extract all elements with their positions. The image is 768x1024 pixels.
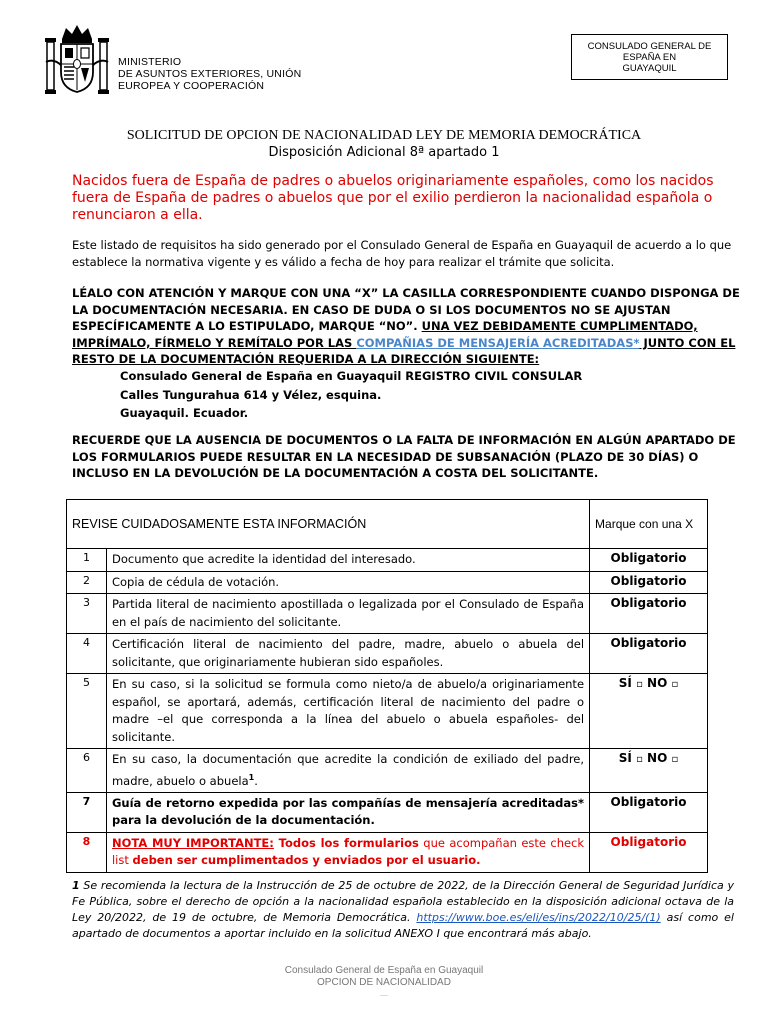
table-row [67, 674, 708, 749]
row-mark-si-no [590, 749, 708, 793]
si-checkbox[interactable]: ▫ [636, 754, 643, 765]
intro-red-text: Nacidos fuera de España de padres o abuelos originariamente españoles, como los nacidos fuera de España de padres o abuelos que por el exilio perdieron la nacionalidad española o renunciaron a ella. [72, 173, 714, 223]
instructions-paragraph [72, 285, 752, 368]
instructions-underlined: JUNTO CON EL RESTO DE LA DOCUMENTACIÓN REQUERIDA A LA DIRECCIÓN SIGUIENTE: [72, 335, 736, 366]
row-mark[interactable]: Obligatorio [590, 832, 708, 872]
footnote-ref: 1 [248, 772, 255, 782]
spain-coat-of-arms-icon [44, 22, 110, 98]
important-note-label: NOTA MUY IMPORTANTE: [111, 835, 274, 850]
row-description [106, 832, 589, 872]
table-row [67, 634, 708, 674]
row-description: Partida literal de nacimiento apostillada o legalizada por el Consulado de España en el país de nacimiento del solicitante. [106, 594, 589, 634]
row-description-text: En su caso, la documentación que acredite la condición de exiliado del padre, madre, abuelo o abuela [111, 752, 585, 788]
table-header-main: REVISE CUIDADOSAMENTE ESTA INFORMACIÓN [67, 500, 590, 549]
table-header-row [67, 500, 708, 549]
instructions-underlined: UNA VEZ DEBIDAMENTE CUMPLIMENTADO, IMPRÍMALO, FÍRMELO Y REMÍTALO POR LAS [72, 319, 698, 350]
consulado-line: GUAYAQUIL [622, 62, 677, 74]
row-mark[interactable]: Obligatorio [590, 571, 708, 594]
address-line: Calles Tungurahua 614 y Vélez, esquina. [120, 387, 382, 402]
table-row [67, 749, 708, 793]
important-note-bold: Todos los formularios [273, 835, 419, 850]
footer-dots: .... [380, 991, 388, 998]
table-row [67, 571, 708, 594]
row-number: 7 [67, 792, 107, 832]
table-row [67, 594, 708, 634]
document-title [0, 127, 768, 161]
row-description: Certificación literal de nacimiento del padre, madre, abuelo o abuela del solicitante, que originariamente hubieran sido españoles. [106, 634, 589, 674]
footnote [72, 878, 734, 942]
title-line: SOLICITUD DE OPCION DE NACIONALIDAD LEY DE MEMORIA DEMOCRÁTICA [126, 128, 642, 143]
consulado-box [571, 34, 728, 80]
no-checkbox[interactable]: ▫ [671, 679, 679, 690]
row-description: Documento que acredite la identidad del interesado. [106, 549, 589, 572]
row-number: 5 [67, 674, 107, 749]
requirements-note: Este listado de requisitos ha sido generado por el Consulado General de España en Guayaquil de acuerdo a lo que establece la normativa vigente y es válido a fecha de hoy para realizar el trámite que solicita. [72, 238, 732, 269]
address-line: Consulado General de España en Guayaquil REGISTRO CIVIL CONSULAR [120, 369, 583, 383]
address-line: Guayaquil. Ecuador. [120, 406, 249, 420]
footnote-text: Se recomienda la lectura de la Instrucción de 25 de octubre de 2022, de la Dirección General de Seguridad Jurídica y Fe Pública, sobre el derecho de opción a la nacionalidad española establecido en la disposición adicional octava de la Ley 20/2022, de 19 de octubre, de Memoria Democrática. [72, 879, 734, 924]
table-row [67, 792, 708, 832]
footnote-number: 1 [72, 879, 80, 892]
boe-link[interactable]: https://www.boe.es/eli/es/ins/2022/10/25/(1) [416, 911, 661, 924]
row-mark[interactable]: Obligatorio [590, 634, 708, 674]
warning-paragraph: RECUERDE QUE LA AUSENCIA DE DOCUMENTOS O LA FALTA DE INFORMACIÓN EN ALGÚN APARTADO DE LOS FORMULARIOS PUEDE RESULTAR EN LA NECESIDAD DE SUBSANACIÓN (PLAZO DE 30 DÍAS) O INCLUSO EN LA DEVOLUCIÓN DE LA DOCUMENTACIÓN A COSTA DEL SOLICITANTE. [72, 433, 736, 480]
title-subline: Disposición Adicional 8ª apartado 1 [268, 145, 500, 160]
consulado-line: CONSULADO GENERAL DE [587, 40, 712, 52]
si-label: SÍ [618, 751, 632, 765]
no-label: NO [647, 751, 668, 765]
row-mark[interactable]: Obligatorio [590, 594, 708, 634]
instructions-text: LÉALO CON ATENCIÓN Y MARQUE CON UNA “X” LA CASILLA CORRESPONDIENTE CUANDO DISPONGA DE LA DOCUMENTACIÓN NECESARIA. EN CASO DE DUDA O SI LOS DOCUMENTOS NO SE AJUSTAN ESPECÍFICAMENTE A LO ESTIPULADO, MARQUE “NO”. [72, 286, 740, 333]
row-number: 8 [67, 832, 107, 872]
row-mark[interactable]: Obligatorio [590, 549, 708, 572]
si-label: SÍ [618, 676, 632, 690]
footer-line: Consulado General de España en Guayaquil [284, 965, 484, 976]
row-number: 2 [67, 571, 107, 594]
footer-line: OPCION DE NACIONALIDAD [317, 977, 451, 988]
important-note-text: que acompañan este check list [111, 835, 585, 868]
row-number: 6 [67, 749, 107, 793]
footnote-text: así como el apartado de documentos a aportar incluido en la solicitud ANEXO I que encontrará más abajo. [72, 911, 734, 940]
si-checkbox[interactable]: ▫ [636, 679, 643, 690]
ministry-line: DE ASUNTOS EXTERIORES, UNIÓN [118, 68, 302, 80]
no-label: NO [647, 676, 668, 690]
ministry-line: MINISTERIO [118, 56, 182, 68]
row-mark-si-no [590, 674, 708, 749]
table-header-mark: Marque con una X [590, 500, 708, 549]
row-description-end: . [254, 773, 258, 788]
row-number: 4 [67, 634, 107, 674]
row-number: 3 [67, 594, 107, 634]
ministry-line: EUROPEA Y COOPERACIÓN [118, 80, 265, 92]
ministry-name [118, 56, 301, 92]
document-header [44, 22, 724, 112]
page-footer [0, 965, 768, 1001]
row-description: En su caso, si la solicitud se formula como nieto/a de abuelo/a originariamente español, se aportará, además, certificación literal de nacimiento del padre o madre –el que corresponda a la línea del abuelo o abuela españoles- del solicitante. [106, 674, 589, 749]
row-description: Copia de cédula de votación. [106, 571, 589, 594]
row-mark[interactable]: Obligatorio [590, 792, 708, 832]
consulado-line: ESPAÑA EN [622, 51, 677, 63]
requirements-table [66, 499, 708, 873]
row-description: Guía de retorno expedida por las compañías de mensajería acreditadas* para la devolución de la documentación. [106, 792, 589, 832]
consulate-address [120, 367, 582, 423]
important-note-bold: deben ser cumplimentados y enviados por el usuario. [132, 853, 481, 868]
no-checkbox[interactable]: ▫ [671, 754, 679, 765]
courier-companies-link[interactable]: COMPAÑIAS DE MENSAJERÍA ACREDITADAS* [356, 335, 640, 350]
row-description [106, 749, 589, 793]
table-row-important [67, 832, 708, 872]
table-row [67, 549, 708, 572]
row-number: 1 [67, 549, 107, 572]
